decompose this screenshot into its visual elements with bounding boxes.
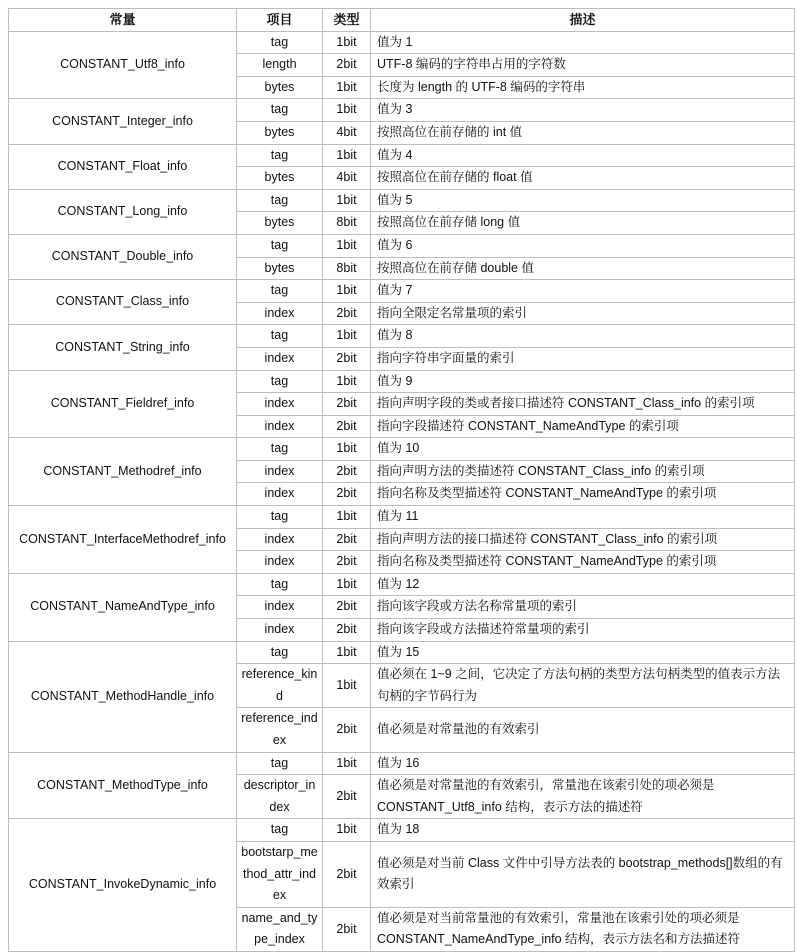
constant-name: CONSTANT_Double_info (9, 234, 237, 279)
item-cell: index (237, 460, 323, 483)
description-cell: 值为 15 (371, 641, 795, 664)
item-cell: bytes (237, 121, 323, 144)
description-cell: 指向该字段或方法描述符常量项的索引 (371, 619, 795, 642)
table-row (9, 280, 795, 303)
header-item: 项目 (237, 9, 323, 32)
type-cell: 1bit (323, 819, 371, 842)
item-cell: tag (237, 280, 323, 303)
type-cell: 2bit (323, 775, 371, 819)
type-cell: 2bit (323, 415, 371, 438)
item-cell: reference_index (237, 708, 323, 752)
constant-pool-table (8, 8, 795, 952)
type-cell: 1bit (323, 573, 371, 596)
constant-name: CONSTANT_Class_info (9, 280, 237, 325)
constant-name: CONSTANT_NameAndType_info (9, 573, 237, 641)
type-cell: 2bit (323, 54, 371, 77)
table-row (9, 573, 795, 596)
item-cell: bytes (237, 212, 323, 235)
constant-name: CONSTANT_MethodType_info (9, 752, 237, 819)
item-cell: reference_kind (237, 664, 323, 708)
type-cell: 2bit (323, 551, 371, 574)
constant-name: CONSTANT_InvokeDynamic_info (9, 819, 237, 952)
table-row (9, 438, 795, 461)
table-row (9, 752, 795, 775)
item-cell: index (237, 393, 323, 416)
description-cell: 值为 8 (371, 325, 795, 348)
item-cell: bytes (237, 257, 323, 280)
description-cell: 按照高位在前存储的 float 值 (371, 167, 795, 190)
type-cell: 1bit (323, 641, 371, 664)
type-cell: 2bit (323, 528, 371, 551)
item-cell: index (237, 415, 323, 438)
description-cell: 值为 18 (371, 819, 795, 842)
item-cell: tag (237, 438, 323, 461)
item-cell: tag (237, 144, 323, 167)
constant-name: CONSTANT_Fieldref_info (9, 370, 237, 438)
item-cell: tag (237, 752, 323, 775)
constant-name: CONSTANT_Methodref_info (9, 438, 237, 506)
item-cell: tag (237, 234, 323, 257)
type-cell: 2bit (323, 907, 371, 951)
item-cell: descriptor_index (237, 775, 323, 819)
description-cell: 值为 9 (371, 370, 795, 393)
description-cell: 指向全限定名常量项的索引 (371, 302, 795, 325)
type-cell: 4bit (323, 167, 371, 190)
description-cell: 值必须在 1~9 之间，它决定了方法句柄的类型方法句柄类型的值表示方法句柄的字节码行为 (371, 664, 795, 708)
table-row (9, 819, 795, 842)
item-cell: name_and_type_index (237, 907, 323, 951)
item-cell: tag (237, 819, 323, 842)
type-cell: 2bit (323, 841, 371, 907)
description-cell: 按照高位在前存储 double 值 (371, 257, 795, 280)
description-cell: 值为 3 (371, 99, 795, 122)
description-cell: 指向该字段或方法名称常量项的索引 (371, 596, 795, 619)
description-cell: 指向名称及类型描述符 CONSTANT_NameAndType 的索引项 (371, 483, 795, 506)
table-row (9, 506, 795, 529)
type-cell: 2bit (323, 393, 371, 416)
item-cell: index (237, 347, 323, 370)
item-cell: tag (237, 506, 323, 529)
type-cell: 1bit (323, 189, 371, 212)
description-cell: 值为 10 (371, 438, 795, 461)
type-cell: 1bit (323, 280, 371, 303)
description-cell: 指向声明方法的接口描述符 CONSTANT_Class_info 的索引项 (371, 528, 795, 551)
table-row (9, 234, 795, 257)
description-cell: 值为 11 (371, 506, 795, 529)
item-cell: index (237, 302, 323, 325)
type-cell: 1bit (323, 234, 371, 257)
type-cell: 2bit (323, 347, 371, 370)
type-cell: 1bit (323, 664, 371, 708)
header-row (9, 9, 795, 32)
description-cell: 值为 6 (371, 234, 795, 257)
item-cell: index (237, 483, 323, 506)
description-cell: 值为 16 (371, 752, 795, 775)
description-cell: 值为 5 (371, 189, 795, 212)
type-cell: 1bit (323, 438, 371, 461)
constant-name: CONSTANT_Long_info (9, 189, 237, 234)
description-cell: 值为 1 (371, 31, 795, 54)
description-cell: 值必须是对常量池的有效索引，常量池在该索引处的项必须是 CONSTANT_Utf8_info 结构，表示方法的描述符 (371, 775, 795, 819)
description-cell: 指向字段描述符 CONSTANT_NameAndType 的索引项 (371, 415, 795, 438)
item-cell: tag (237, 573, 323, 596)
type-cell: 2bit (323, 460, 371, 483)
type-cell: 8bit (323, 257, 371, 280)
item-cell: tag (237, 99, 323, 122)
description-cell: 指向声明字段的类或者接口描述符 CONSTANT_Class_info 的索引项 (371, 393, 795, 416)
description-cell: 值为 12 (371, 573, 795, 596)
item-cell: tag (237, 641, 323, 664)
type-cell: 1bit (323, 752, 371, 775)
item-cell: bootstarp_method_attr_index (237, 841, 323, 907)
item-cell: index (237, 528, 323, 551)
table-row (9, 31, 795, 54)
type-cell: 4bit (323, 121, 371, 144)
type-cell: 1bit (323, 325, 371, 348)
header-type: 类型 (323, 9, 371, 32)
item-cell: length (237, 54, 323, 77)
constant-name: CONSTANT_Float_info (9, 144, 237, 189)
description-cell: 指向名称及类型描述符 CONSTANT_NameAndType 的索引项 (371, 551, 795, 574)
constant-name: CONSTANT_InterfaceMethodref_info (9, 506, 237, 574)
type-cell: 1bit (323, 144, 371, 167)
item-cell: tag (237, 189, 323, 212)
type-cell: 8bit (323, 212, 371, 235)
item-cell: tag (237, 370, 323, 393)
description-cell: 按照高位在前存储 long 值 (371, 212, 795, 235)
description-cell: 值为 7 (371, 280, 795, 303)
description-cell: 值必须是对当前常量池的有效索引，常量池在该索引处的项必须是 CONSTANT_NameAndType_info 结构，表示方法名和方法描述符 (371, 907, 795, 951)
type-cell: 2bit (323, 302, 371, 325)
header-description: 描述 (371, 9, 795, 32)
item-cell: index (237, 619, 323, 642)
item-cell: index (237, 551, 323, 574)
header-constant: 常量 (9, 9, 237, 32)
type-cell: 1bit (323, 76, 371, 99)
item-cell: bytes (237, 167, 323, 190)
type-cell: 2bit (323, 619, 371, 642)
item-cell: bytes (237, 76, 323, 99)
table-row (9, 325, 795, 348)
type-cell: 2bit (323, 483, 371, 506)
description-cell: 指向声明方法的类描述符 CONSTANT_Class_info 的索引项 (371, 460, 795, 483)
type-cell: 1bit (323, 506, 371, 529)
description-cell: 按照高位在前存储的 int 值 (371, 121, 795, 144)
description-cell: UTF-8 编码的字符串占用的字符数 (371, 54, 795, 77)
table-row (9, 189, 795, 212)
description-cell: 指向字符串字面量的索引 (371, 347, 795, 370)
type-cell: 1bit (323, 370, 371, 393)
type-cell: 2bit (323, 708, 371, 752)
type-cell: 2bit (323, 596, 371, 619)
description-cell: 值必须是对当前 Class 文件中引导方法表的 bootstrap_methods[]数组的有效索引 (371, 841, 795, 907)
type-cell: 1bit (323, 31, 371, 54)
table-row (9, 641, 795, 664)
item-cell: tag (237, 31, 323, 54)
constant-name: CONSTANT_Integer_info (9, 99, 237, 144)
type-cell: 1bit (323, 99, 371, 122)
description-cell: 长度为 length 的 UTF-8 编码的字符串 (371, 76, 795, 99)
description-cell: 值为 4 (371, 144, 795, 167)
constant-name: CONSTANT_String_info (9, 325, 237, 370)
table-row (9, 370, 795, 393)
constant-name: CONSTANT_MethodHandle_info (9, 641, 237, 752)
table-row (9, 144, 795, 167)
table-row (9, 99, 795, 122)
description-cell: 值必须是对常量池的有效索引 (371, 708, 795, 752)
item-cell: index (237, 596, 323, 619)
item-cell: tag (237, 325, 323, 348)
constant-name: CONSTANT_Utf8_info (9, 31, 237, 99)
